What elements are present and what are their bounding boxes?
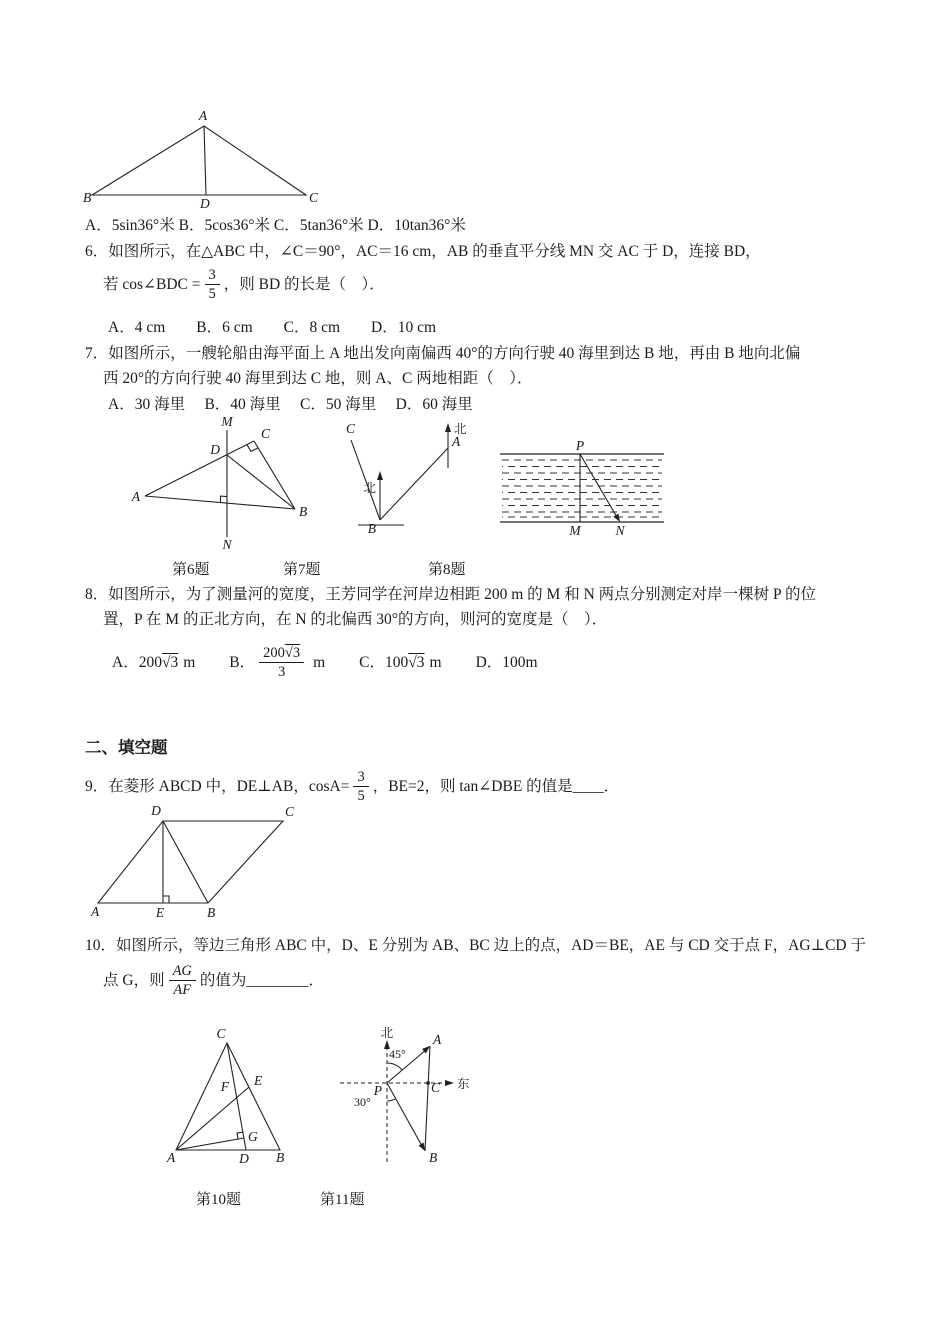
point-p-label: P	[575, 438, 585, 453]
figure-q9-rhombus	[88, 803, 303, 923]
right-angle-mark-e	[163, 896, 169, 903]
q7-north-arrows	[377, 423, 451, 480]
q10-fraction-numerator: AG	[169, 962, 196, 981]
q8-option-b-letter: B．	[229, 653, 256, 671]
q8-option-c-coef: 100	[385, 653, 409, 671]
q8-options	[112, 644, 572, 681]
point-p-label: P	[373, 1083, 382, 1098]
figure-q5-triangle	[82, 110, 322, 210]
q8-option-c-unit: m	[429, 653, 442, 671]
q7-text-line1: 7．如图所示，一艘轮船由海平面上 A 地出发向南偏西 40°的方向行驶 40 海里到达 B 地，再由 B 地向北偏	[85, 345, 801, 362]
q7-options: A．30 海里 B．40 海里 C．50 海里 D．60 海里	[108, 396, 473, 413]
point-c-dot	[426, 1081, 430, 1085]
water-hatching	[502, 460, 662, 517]
point-c-label: C	[431, 1080, 441, 1095]
point-b-label: B	[429, 1150, 438, 1165]
q8-option-b-unit: m	[313, 653, 326, 671]
point-a-label: A	[452, 434, 461, 449]
figure-q6-right-triangle	[130, 416, 315, 551]
q8-option-d: D．100m	[475, 653, 538, 671]
q8-option-b-fraction	[259, 644, 304, 681]
q7-text-line2: 西 20°的方向行驶 40 海里到达 C 地，则 A、C 两地相距（ ）．	[103, 370, 533, 387]
angle-45-label: 45°	[389, 1047, 406, 1061]
q10-answer-blank: ________	[246, 971, 309, 989]
vertex-c-label: C	[309, 190, 319, 205]
point-b-label: B	[207, 905, 216, 920]
q10-post: 的值为	[199, 971, 247, 989]
q6-fraction	[205, 266, 220, 303]
east-arrowhead	[445, 1080, 454, 1086]
north-arrowhead-a	[445, 423, 451, 432]
triangle-lines	[92, 126, 306, 195]
caption-fig7: 第7题	[283, 562, 321, 578]
arrowhead-n	[613, 514, 620, 522]
angle-30-label: 30°	[354, 1095, 371, 1109]
q6-condition-line	[103, 266, 385, 303]
q6-fraction-numerator: 3	[205, 266, 220, 285]
q8-option-a-radical: √3	[161, 653, 179, 671]
vertex-a-label: A	[198, 108, 208, 123]
q10-text-line1: 10．如图所示，等边三角形 ABC 中，D、E 分别为 AB、BC 边上的点，AD＝BE，AE 与 CD 交于点 F，AG⊥CD 于	[85, 937, 866, 954]
vertex-b-label: B	[83, 190, 92, 205]
q8-option-a-unit: m	[183, 653, 196, 671]
point-f-label: F	[220, 1079, 229, 1094]
point-m-label: M	[221, 414, 233, 429]
q9-fraction	[353, 768, 368, 805]
point-b-label: B	[299, 504, 308, 519]
point-b-label: B	[276, 1150, 285, 1165]
q9-cos-label: cosA=	[308, 777, 350, 795]
point-a-label: A	[131, 489, 140, 504]
q9-pre: 9．在菱形 ABCD 中，DE⊥AB，	[85, 777, 309, 795]
angle-45-arc	[387, 1063, 402, 1070]
q6-text-line1: 6．如图所示，在△ABC 中，∠C＝90°，AC＝16 cm，AB 的垂直平分线 MN 交 AC 于 D，连接 BD，	[85, 243, 761, 260]
rhombus-lines	[98, 821, 283, 903]
point-n-label: N	[615, 523, 625, 538]
q8-option-c-letter: C．	[359, 653, 385, 671]
point-d-label: D	[151, 803, 161, 818]
q9-fraction-denominator: 5	[357, 788, 365, 805]
q9-fraction-numerator: 3	[353, 768, 368, 787]
point-e-label: E	[254, 1073, 263, 1088]
point-m-label: M	[569, 523, 581, 538]
q8-text-line1: 8．如图所示，为了测量河的宽度，王芳同学在河岸边相距 200 m 的 M 和 N 两点分别测定对岸一棵树 P 的位	[85, 586, 816, 603]
q8-text-line2: 置，P 在 M 的正北方向，在 N 的北偏西 30°的方向，则河的宽度是（ ）．	[103, 611, 608, 628]
q10-tail: ．	[308, 971, 324, 989]
caption-fig6: 第6题	[172, 562, 210, 578]
north-label-a: 北	[454, 422, 467, 436]
point-c-label: C	[216, 1026, 226, 1041]
figure-q8-river	[498, 440, 666, 538]
vertex-d-label: D	[200, 196, 210, 211]
q8-option-b-num-radical: √3	[284, 645, 301, 661]
point-a-label: A	[433, 1032, 442, 1047]
q9-answer-blank: ____	[572, 777, 604, 795]
angle-30-arc	[387, 1099, 396, 1101]
q8-option-b-num-coef: 200	[263, 645, 285, 661]
east-label: 东	[457, 1077, 470, 1091]
q8-option-c-radical: √3	[408, 653, 425, 671]
q11-figure-lines	[387, 1046, 430, 1151]
caption-fig8: 第8题	[428, 562, 466, 578]
point-a-label: A	[91, 904, 100, 919]
point-g-label: G	[248, 1129, 258, 1144]
q6-figure-lines	[145, 430, 295, 537]
q8-option-c	[359, 653, 441, 673]
q10-text-line2	[103, 962, 324, 999]
point-n-label: N	[222, 537, 232, 552]
point-c-label: C	[261, 426, 271, 441]
q8-option-a	[112, 653, 195, 673]
q8-option-a-coef: 200	[138, 653, 162, 671]
q8-option-b	[229, 644, 325, 681]
q5-options: A．5sin36°米 B．5cos36°米 C．5tan36°米 D．10tan36°米	[85, 217, 466, 234]
q6-fraction-denominator: 5	[208, 286, 216, 303]
arrowhead-b	[419, 1143, 426, 1152]
q9-tail: ．	[603, 777, 620, 795]
q8-option-b-denominator: 3	[277, 664, 286, 681]
figure-q11-compass	[330, 1026, 475, 1178]
point-b-label: B	[367, 521, 376, 536]
q10-pre: 点 G，则	[103, 971, 165, 989]
q10-fraction	[169, 962, 196, 999]
q8-option-a-letter: A．	[112, 653, 139, 671]
q9-post: ，BE=2，则 tan∠DBE 的值是	[372, 777, 573, 795]
q6-math-pre: 若 cos∠BDC =	[103, 275, 201, 293]
q7-figure-lines	[351, 430, 448, 525]
north-label: 北	[380, 1026, 394, 1040]
right-angle-mark-mn-ab	[221, 496, 228, 502]
q10-fraction-denominator: AF	[173, 982, 192, 999]
point-d-label: D	[210, 442, 220, 457]
q6-options: A．4 cm B．6 cm C．8 cm D．10 cm	[108, 319, 437, 336]
point-d-label: D	[239, 1151, 249, 1166]
figure-q10-equilateral-triangle	[162, 1028, 292, 1168]
figure-q7-bearings	[336, 418, 476, 536]
section-2-title: 二、填空题	[85, 739, 168, 757]
caption-fig10: 第10题	[196, 1192, 242, 1208]
north-arrowhead-b	[377, 471, 383, 480]
caption-fig11: 第11题	[320, 1192, 365, 1208]
point-c-label: C	[285, 804, 295, 819]
q8-option-b-numerator	[259, 644, 304, 663]
q6-math-post: ，则 BD 的长是（ ）．	[223, 275, 385, 293]
point-e-label: E	[155, 905, 165, 920]
q9-text	[85, 768, 619, 805]
north-label-b: 北	[363, 481, 376, 495]
point-a-label: A	[167, 1150, 176, 1165]
q10-figure-lines	[176, 1043, 280, 1150]
point-c-label: C	[346, 421, 356, 436]
